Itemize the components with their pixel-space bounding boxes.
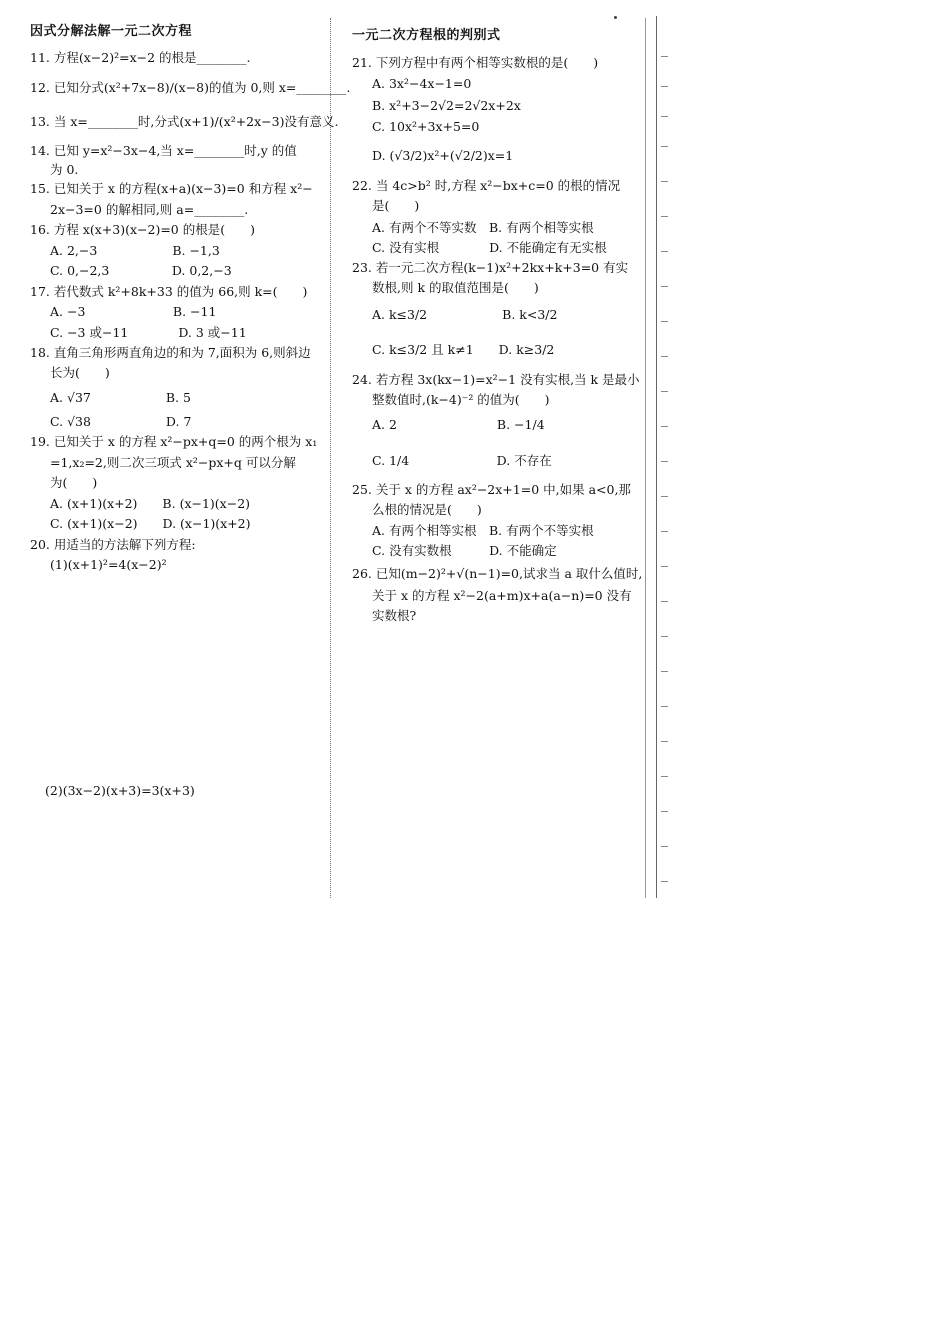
question-19-options-cd: C. (x+1)(x−2) D. (x−1)(x+2) (50, 516, 251, 531)
question-14-cont: 为 0. (50, 162, 79, 177)
question-18: 18. 直角三角形两直角边的和为 7,面积为 6,则斜边 (30, 345, 311, 360)
question-11: 11. 方程(x−2)²=x−2 的根是________. (30, 50, 251, 65)
question-25-options-ab: A. 有两个相等实根 B. 有两个不等实根 (372, 523, 594, 538)
binding-strip (656, 16, 671, 898)
question-21-option-c: C. 10x²+3x+5=0 (372, 119, 480, 134)
question-18-options-cd: C. √38 D. 7 (50, 414, 192, 429)
question-15-cont: 2x−3=0 的解相同,则 a=________. (50, 202, 249, 217)
question-18-cont: 长为( ) (50, 365, 110, 380)
question-21: 21. 下列方程中有两个相等实数根的是( ) (352, 55, 599, 70)
question-24: 24. 若方程 3x(kx−1)=x²−1 没有实根,当 k 是最小 (352, 372, 640, 387)
question-25-cont: 么根的情况是( ) (372, 502, 482, 517)
question-23-options-cd: C. k≤3/2 且 k≠1 D. k≥3/2 (372, 342, 555, 357)
question-12: 12. 已知分式(x²+7x−8)/(x−8)的值为 0,则 x=________. (30, 80, 351, 95)
question-19: 19. 已知关于 x 的方程 x²−px+q=0 的两个根为 x₁ (30, 434, 318, 449)
question-19-options-ab: A. (x+1)(x+2) B. (x−1)(x−2) (50, 496, 251, 511)
question-21-option-b: B. x²+3−2√2=2√2x+2x (372, 98, 521, 113)
column-divider (330, 18, 331, 898)
question-18-options-ab: A. √37 B. 5 (50, 390, 191, 405)
question-17-options-cd: C. −3 或−11 D. 3 或−11 (50, 325, 247, 340)
question-17-options-ab: A. −3 B. −11 (50, 304, 217, 319)
question-25: 25. 关于 x 的方程 ax²−2x+1=0 中,如果 a<0,那 (352, 482, 631, 497)
question-26-cont2: 实数根? (372, 608, 417, 623)
question-16-options-ab: A. 2,−3 B. −1,3 (50, 243, 220, 258)
question-19-cont2: 为( ) (50, 475, 98, 490)
right-margin-rule (645, 18, 646, 898)
left-section-title: 因式分解法解一元二次方程 (30, 24, 193, 39)
question-21-option-d: D. (√3/2)x²+(√2/2)x=1 (372, 148, 514, 163)
question-16-options-cd: C. 0,−2,3 D. 0,2,−3 (50, 263, 232, 278)
question-23: 23. 若一元二次方程(k−1)x²+2kx+k+3=0 有实 (352, 260, 629, 275)
question-23-cont: 数根,则 k 的取值范围是( ) (372, 280, 539, 295)
question-22-options-ab: A. 有两个不等实数 B. 有两个相等实根 (372, 220, 594, 235)
question-23-options-ab: A. k≤3/2 B. k<3/2 (372, 307, 558, 322)
question-22-options-cd: C. 没有实根 D. 不能确定有无实根 (372, 240, 607, 255)
question-19-cont: =1,x₂=2,则二次三项式 x²−px+q 可以分解 (50, 455, 296, 470)
question-20-part1: (1)(x+1)²=4(x−2)² (50, 557, 167, 572)
question-25-options-cd: C. 没有实数根 D. 不能确定 (372, 543, 557, 558)
right-section-title: 一元二次方程根的判别式 (352, 28, 501, 43)
question-13: 13. 当 x=________时,分式(x+1)/(x²+2x−3)没有意义. (30, 114, 339, 129)
question-16: 16. 方程 x(x+3)(x−2)=0 的根是( ) (30, 222, 255, 237)
question-22-cont: 是( ) (372, 198, 420, 213)
question-24-cont: 整数值时,(k−4)⁻² 的值为( ) (372, 392, 550, 407)
question-20: 20. 用适当的方法解下列方程: (30, 537, 196, 552)
question-15: 15. 已知关于 x 的方程(x+a)(x−3)=0 和方程 x²− (30, 181, 313, 196)
question-26-cont: 关于 x 的方程 x²−2(a+m)x+a(a−n)=0 没有 (372, 588, 632, 603)
question-24-options-cd: C. 1/4 D. 不存在 (372, 453, 552, 468)
question-21-option-a: A. 3x²−4x−1=0 (372, 76, 472, 91)
question-17: 17. 若代数式 k²+8k+33 的值为 66,则 k=( ) (30, 284, 308, 299)
question-14: 14. 已知 y=x²−3x−4,当 x=________时,y 的值 (30, 143, 297, 158)
question-20-part2: (2)(3x−2)(x+3)=3(x+3) (45, 783, 195, 798)
question-24-options-ab: A. 2 B. −1/4 (372, 417, 545, 432)
scan-speck (614, 16, 617, 19)
question-22: 22. 当 4c>b² 时,方程 x²−bx+c=0 的根的情况 (352, 178, 621, 193)
question-26: 26. 已知(m−2)²+√(n−1)=0,试求当 a 取什么值时, (352, 566, 643, 581)
